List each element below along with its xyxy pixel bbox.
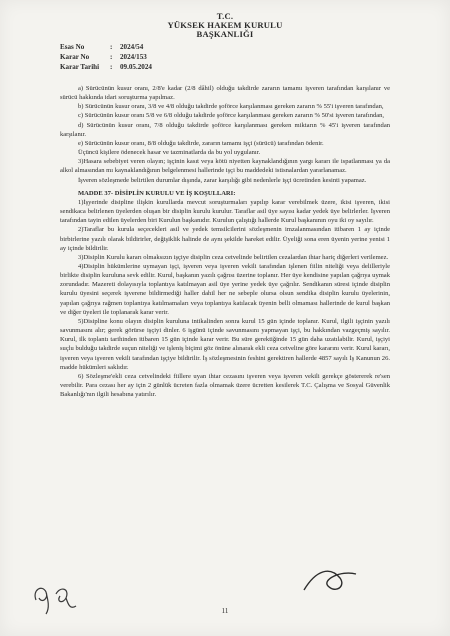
paragraph-c: c) Sürücünün kusur oranı 5/8 ve 6/8 olduğu takdirde şoförce karşılanması gereken zararın % 50'si işveren tarafından,: [78, 112, 385, 120]
meta-separator: :: [110, 63, 113, 71]
paragraph-e: e) Sürücünün kusur oranı, 8/8 olduğu takdirde, zararın tamamı işçi (sürücü) tarafından ödenir.: [78, 139, 324, 147]
case-meta: [60, 42, 152, 72]
paragraph-third-party: Üçüncü kişilere ödenecek hasar ve tazminatlarda da bu yol uygulanır.: [78, 149, 261, 157]
paragraph-contract: İşveren sözleşmede belirtilen durumlar dışında, zarar karşılığı gibi nedenlerle işçi ücretinden kesinti yapamaz.: [78, 176, 367, 184]
article-37-item-1: 1)İşyerinde disipline ilişkin kurullarda mevcut soruşturmaları yapılıp karar verebilmek üzere, ikisi işveren, ikisi sendikaca belirlenen üyelerden oluşan bir disiplin kurulu kurulur. Taraflar asil üye sayısı kadar yedek üye belirlerler. İşveren tarafından tayin edilen üyelerden biri Kurulun başkanıdır. Kurulun çalıştığı hallerde Kurul başkanının oyu iki oy sayılır.: [60, 198, 390, 225]
meta-label: Karar No: [60, 53, 90, 61]
paragraph-3: 3)Hasara sebebiyet veren olayın; işçinin kasıt veya kötü niyetten kaynaklandığının yargı kararı ile ispatlanması ya da alkol almasından mı kaynaklandığının belgelenmesi hallerinde işçi bu maddedeki istisnalardan yararlanamaz.: [60, 158, 390, 175]
meta-row-esas: [60, 42, 152, 52]
meta-value: 2024/153: [120, 53, 147, 61]
paragraph-b: b) Sürücünün kusur oranı, 3/8 ve 4/8 olduğu takdirde şoförce karşılanması gereken zararın % 55'i işveren tarafından,: [78, 103, 384, 111]
article-37-item-6: 6) Sözleşme'ekli ceza cetvelindeki fiillere uyan ihtar cezasını işveren veya işveren vekili gerekçe göstererek re'sen verebilir. Para cezası her ay için 2 günlük ücreten fazla olmamak üzere ücretten kesilerek T.C. Çalışma ve Sosyal Güvenlik Bakanlığı'nın ilgili hesabına yatırılır.: [60, 372, 390, 399]
meta-row-karar: [60, 52, 152, 62]
meta-row-tarih: [60, 62, 152, 72]
article-37-title: MADDE 37- DİSİPLİN KURULU VE İŞ KOŞULLARI:: [78, 189, 236, 197]
meta-label: Karar Tarihi: [60, 63, 100, 71]
meta-value: 09.05.2024: [120, 63, 152, 71]
page-number: 11: [221, 607, 229, 615]
paragraph-a: a) Sürücünün kusur oranı, 2/8'e kadar (2/8 dâhil) olduğu takdirde zararın tamamı işveren tarafından karşılanır ve sürücü hakkında idari soruşturma yapılmaz.: [60, 85, 390, 102]
meta-separator: :: [110, 53, 113, 61]
meta-label: Esas No: [60, 43, 85, 51]
meta-value: 2024/54: [120, 43, 144, 51]
article-37-item-5: 5)Disipline konu olayın disiplin kuruluna intikalinden sonra kurul 15 gün içinde toplanır. Kurul, ilgili işçinin yazılı savunmasını alır; gerek görürse işçiyi dinler. 6 işgünü içinde savunmasını yapmayan işçi, bu hakkından vazgeçmiş sayılır. Kurul, ilk toplantı tarihinden itibaren 15 gün içinde karar verir. Bu süre gerektiğinde 15 gün daha uzatılabilir. Kurul, işçiyi suçlu bulduğu takdirde suçun niteliği ve işleniş biçimi göz önüne alınarak ekli ceza cetveline göre kararını verir. Kurul kararı, işveren veya işveren vekili tarafından işçiye bildirilir. İş sözleşmesinin feshini gerektiren hallerde 4857 sayılı İş Kanunun 26. madde hükümleri saklıdır.: [60, 317, 390, 371]
handwritten-paraph: [300, 560, 360, 600]
paragraph-d: d) Sürücünün kusur oranı, 7/8 olduğu takdirde şoförce karşılanması gereken miktarın % 45'i işveren tarafından karşılanır.: [60, 121, 390, 138]
article-37-item-4: 4)Disiplin hükümlerine uymayan işçi, işveren veya işveren vekili tarafından işlenen fiilin niteliği veya delilleriyle birlikte disiplin kuruluna sevk edilir. Kurul, başkanın yazılı çağrısı üzerine toplanır. Her üye kendisine yapılan çağrıya uymak zorundadır. Mazereti dolayısıyla toplantıya katılmayan asil üye yerine yedek üye çağrılır. Sendikanın süresi içinde disiplin kurulu üyesini seçerek işverene bildirmediği haller dahil her ne sebeple olursa olsun sendika disiplin kurulu üyelerinin, yapılan çağrıya rağmen toplantıya katılmamaları veya toplantıya katılacak üyenin belli olmaması hallerinde de kurul başkan ve diğer üyeleri ile toplanarak karar verir.: [60, 262, 390, 316]
header-office: BAŞKANLIĞI: [196, 29, 254, 39]
header-tc: T.C.: [216, 11, 234, 21]
header-board: YÜKSEK HAKEM KURULU: [167, 20, 283, 30]
meta-separator: :: [110, 43, 113, 51]
article-37-item-2: 2)Taraflar bu kurula seçecekleri asil ve yedek temsilcilerini sözleşmenin imzalanmasından itibaren 1 ay içinde birbirlerine yazılı olarak bildirirler, değişiklik halinde de aynı şekilde hareket edilir. Üyeliği sona eren üyenin yerine yenisi 1 ay içinde bildirilir.: [60, 226, 390, 252]
document-body: [60, 84, 390, 399]
article-37-item-3: 3)Disiplin Kurulu kararı olmaksızın işçiye disiplin ceza cetvelinde belirtilen cezalardan ihtar hariç diğerleri verilemez.: [78, 253, 389, 261]
